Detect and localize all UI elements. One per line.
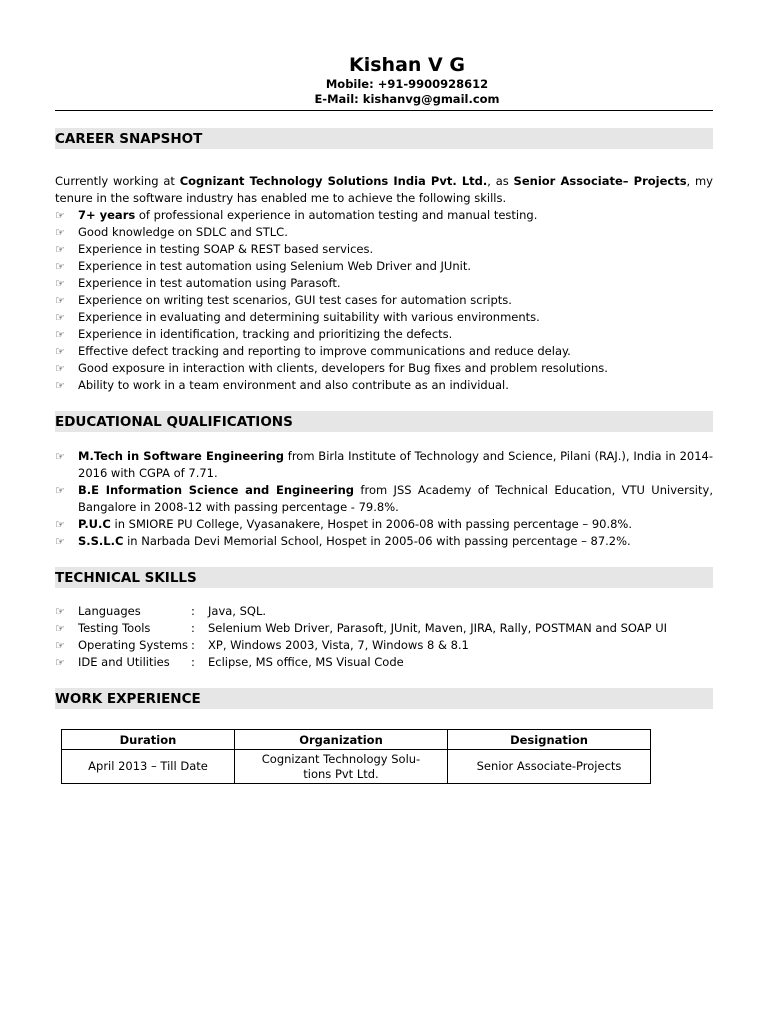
list-item: ☞ Operating Systems : XP, Windows 2003, Vista, 7, Windows 8 & 8.1 <box>55 638 469 652</box>
pointing-hand-icon: ☞ <box>55 484 65 497</box>
designation-cell: Senior Associate-Projects <box>448 750 651 784</box>
career-skills-list <box>55 207 713 394</box>
duration-header: Duration <box>62 730 235 750</box>
career-intro: Currently working at Cognizant Technology Solutions India Pvt. Ltd., as Senior Associate– Projects, my tenure in the software industry has enabled me to achieve the following skills. <box>55 174 713 205</box>
email-address: kishanvg@gmail.com <box>362 92 500 106</box>
pointing-hand-icon: ☞ <box>55 622 65 635</box>
pointing-hand-icon: ☞ <box>55 362 65 375</box>
pointing-hand-icon: ☞ <box>55 450 65 463</box>
pointing-hand-icon: ☞ <box>55 209 65 222</box>
pointing-hand-icon: ☞ <box>55 328 65 341</box>
education-list <box>55 448 713 550</box>
technical-skills-list <box>55 603 713 671</box>
list-item: ☞ Ability to work in a team environment and also contribute as an individual. <box>55 378 509 392</box>
list-item: ☞ B.E Information Science and Engineering from JSS Academy of Technical Education, VTU University, Bangalore in 2008-12 with passing percentage - 79.8%. <box>55 483 713 514</box>
table-row <box>62 750 651 784</box>
list-item: ☞ IDE and Utilities : Eclipse, MS office, MS Visual Code <box>55 655 404 669</box>
technical-skills-heading: TECHNICAL SKILLS <box>55 567 713 588</box>
pointing-hand-icon: ☞ <box>55 379 65 392</box>
pointing-hand-icon: ☞ <box>55 605 65 618</box>
designation-header: Designation <box>448 730 651 750</box>
pointing-hand-icon: ☞ <box>55 656 65 669</box>
candidate-name: Kishan V G <box>349 54 465 76</box>
list-item: ☞ Experience in test automation using Parasoft. <box>55 276 341 290</box>
list-item: ☞ Experience in testing SOAP & REST based services. <box>55 242 374 256</box>
header-divider <box>55 110 713 111</box>
list-item: ☞ Experience on writing test scenarios, GUI test cases for automation scripts. <box>55 293 512 307</box>
organization-header: Organization <box>235 730 448 750</box>
pointing-hand-icon: ☞ <box>55 311 65 324</box>
table-header-row <box>62 730 651 750</box>
career-snapshot-heading: CAREER SNAPSHOT <box>55 128 713 149</box>
mobile-number: +91-9900928612 <box>377 77 489 91</box>
resume-header <box>55 0 713 107</box>
pointing-hand-icon: ☞ <box>55 243 65 256</box>
organization-cell: Cognizant Technology Solu-tions Pvt Ltd. <box>235 750 448 784</box>
mobile-label: Mobile: <box>325 77 374 91</box>
resume-page <box>55 0 713 784</box>
pointing-hand-icon: ☞ <box>55 518 65 531</box>
list-item: ☞ Languages : Java, SQL. <box>55 604 267 618</box>
list-item: ☞ Testing Tools : Selenium Web Driver, Parasoft, JUnit, Maven, JIRA, Rally, POSTMAN and SOAP UI <box>55 621 668 635</box>
mobile-line <box>101 77 713 92</box>
duration-cell: April 2013 – Till Date <box>62 750 235 784</box>
work-experience-heading: WORK EXPERIENCE <box>55 688 713 709</box>
list-item: ☞ P.U.C in SMIORE PU College, Vyasanakere, Hospet in 2006-08 with passing percentage – 90.8%. <box>55 517 633 531</box>
list-item: ☞ 7+ years of professional experience in automation testing and manual testing. <box>55 208 538 222</box>
list-item: ☞ Experience in test automation using Selenium Web Driver and JUnit. <box>55 259 471 273</box>
pointing-hand-icon: ☞ <box>55 535 65 548</box>
pointing-hand-icon: ☞ <box>55 277 65 290</box>
list-item: ☞ Good knowledge on SDLC and STLC. <box>55 225 288 239</box>
list-item: ☞ M.Tech in Software Engineering from Birla Institute of Technology and Science, Pilani (RAJ.), India in 2014-2016 with CGPA of 7.71. <box>55 449 713 480</box>
pointing-hand-icon: ☞ <box>55 294 65 307</box>
education-heading: EDUCATIONAL QUALIFICATIONS <box>55 411 713 432</box>
pointing-hand-icon: ☞ <box>55 226 65 239</box>
list-item: ☞ S.S.L.C in Narbada Devi Memorial School, Hospet in 2005-06 with passing percentage – 87.2%. <box>55 534 631 548</box>
email-label: E-Mail: <box>314 92 359 106</box>
list-item: ☞ Good exposure in interaction with clients, developers for Bug fixes and problem resolutions. <box>55 361 608 375</box>
work-experience-table <box>61 729 651 784</box>
pointing-hand-icon: ☞ <box>55 345 65 358</box>
list-item: ☞ Experience in evaluating and determining suitability with various environments. <box>55 310 540 324</box>
list-item: ☞ Effective defect tracking and reporting to improve communications and reduce delay. <box>55 344 571 358</box>
pointing-hand-icon: ☞ <box>55 260 65 273</box>
email-line <box>101 92 713 107</box>
list-item: ☞ Experience in identification, tracking and prioritizing the defects. <box>55 327 453 341</box>
pointing-hand-icon: ☞ <box>55 639 65 652</box>
